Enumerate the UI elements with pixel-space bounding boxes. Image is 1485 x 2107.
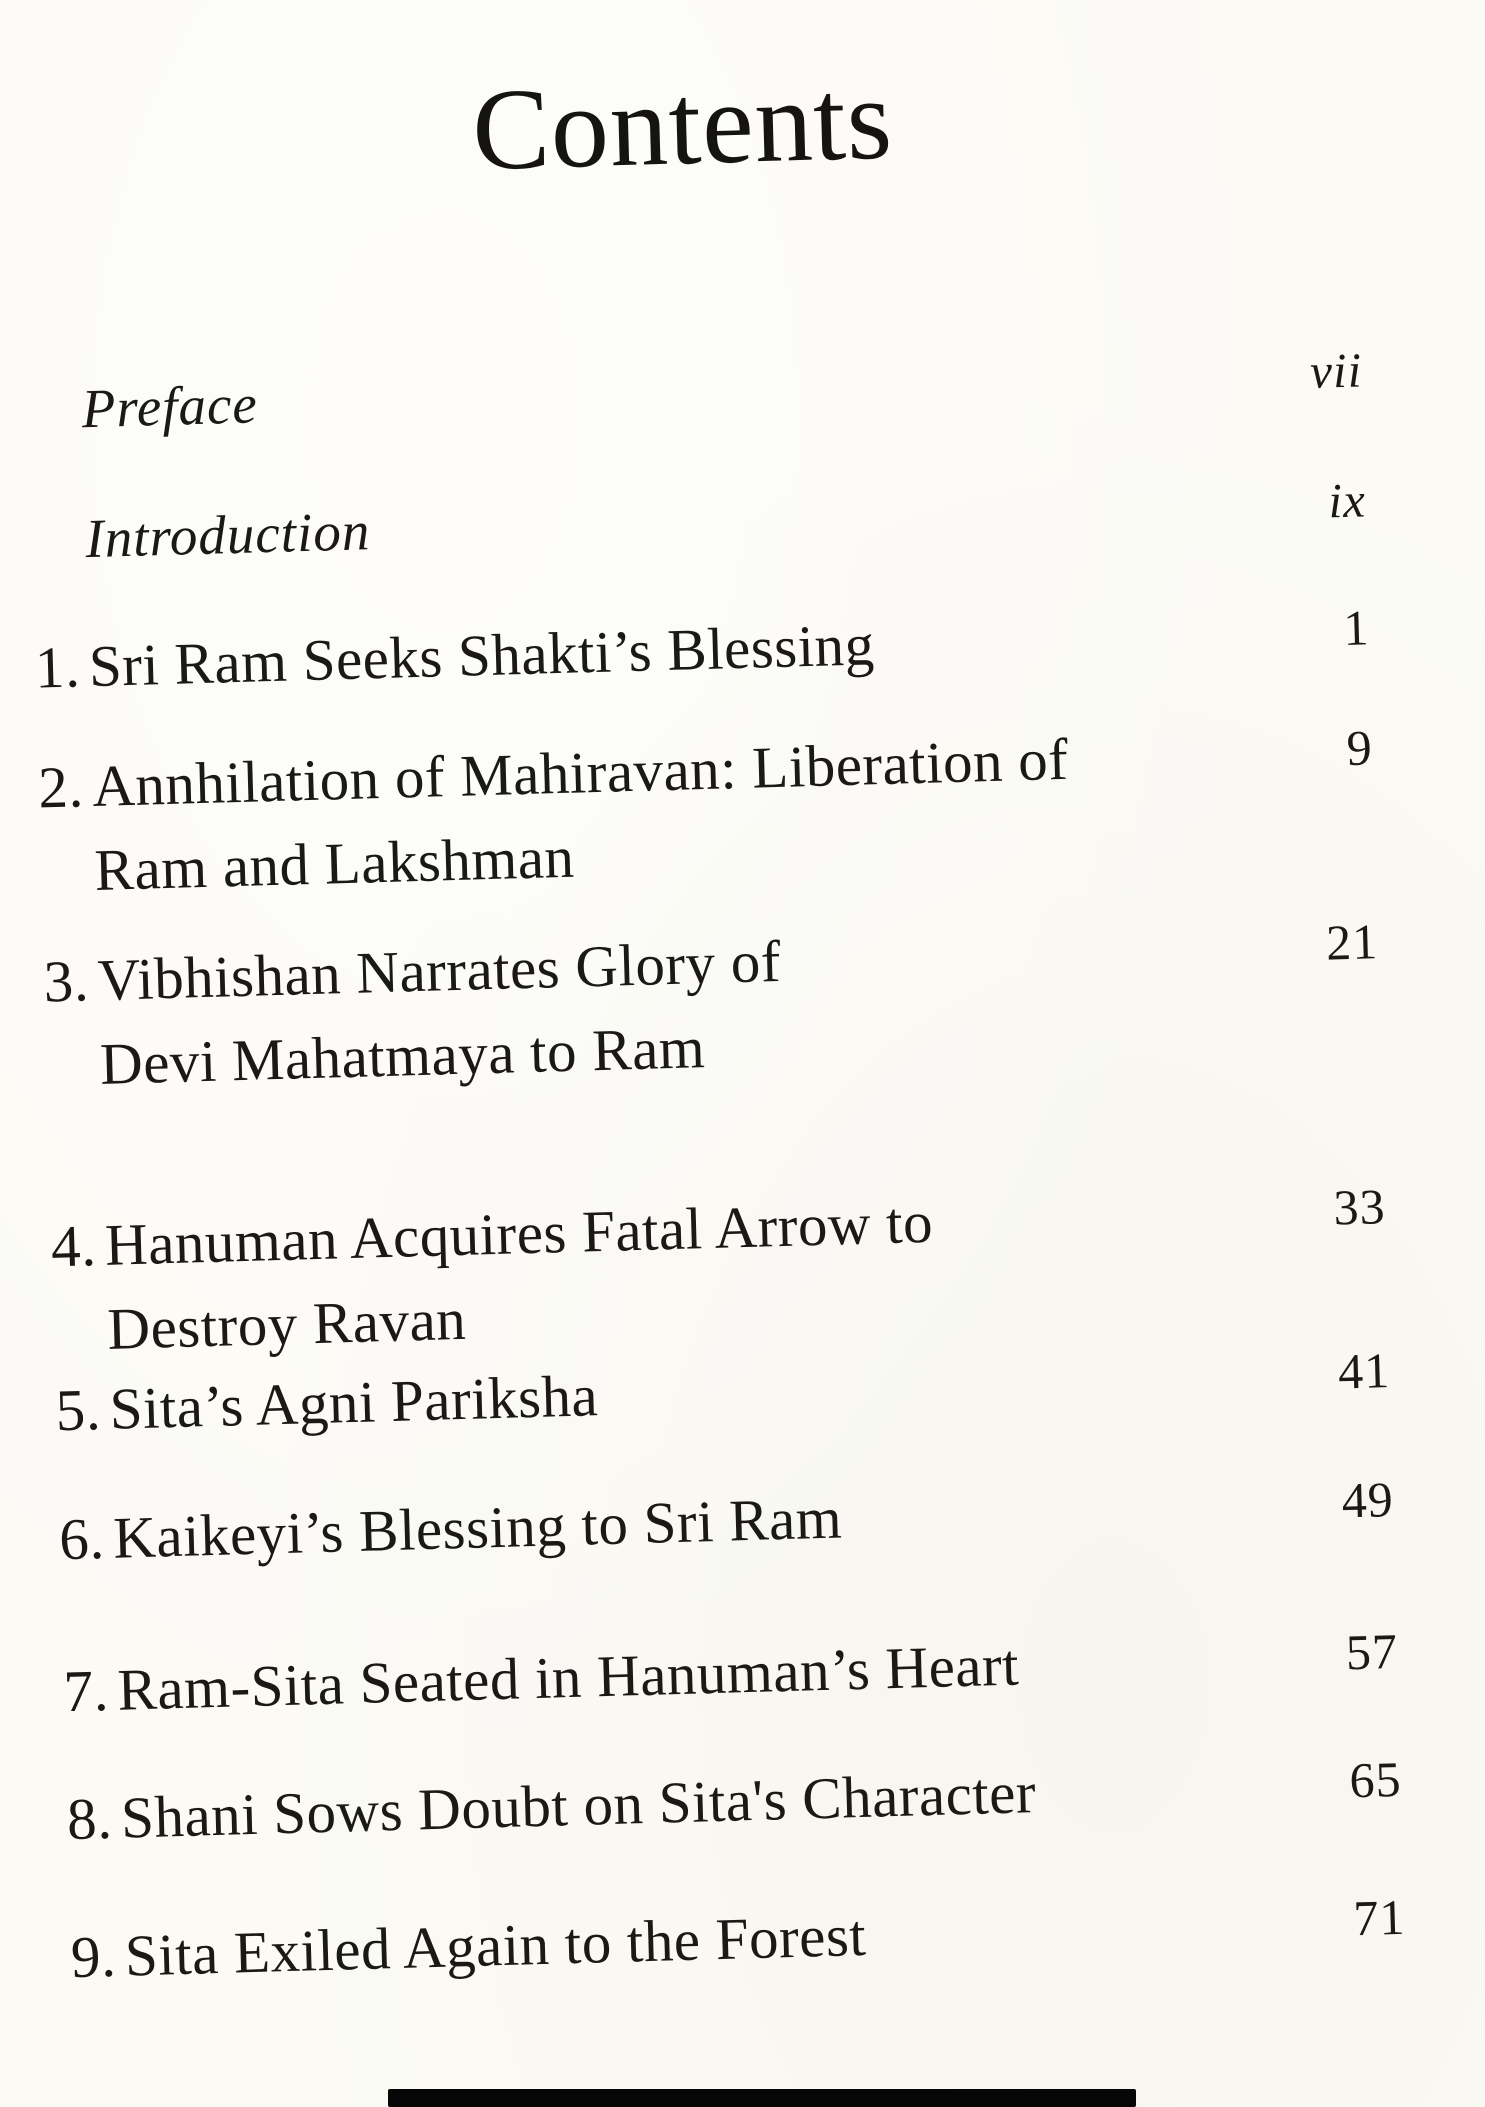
entry-number bbox=[27, 367, 81, 369]
page-number: vii bbox=[1309, 342, 1363, 399]
entry-number: 5. bbox=[54, 1376, 102, 1444]
entry-title: Sita Exiled Again to the Forest bbox=[124, 1901, 868, 1989]
entry-number: 7. bbox=[62, 1656, 110, 1725]
entry-title: Sita’s Agni Pariksha bbox=[108, 1362, 599, 1442]
entry-number: 6. bbox=[58, 1505, 106, 1573]
scan-artifact-bar bbox=[388, 2089, 1136, 2107]
entry-number bbox=[30, 497, 84, 499]
page-number: 21 bbox=[1325, 913, 1379, 971]
page-number: 49 bbox=[1340, 1471, 1395, 1529]
page-number: 33 bbox=[1332, 1178, 1387, 1236]
entry-title-line2: Ram and Lakshman bbox=[93, 823, 576, 904]
entry-title: Preface bbox=[80, 373, 259, 440]
page-title: Contents bbox=[470, 55, 895, 196]
page-number: ix bbox=[1327, 472, 1367, 529]
entry-label bbox=[27, 362, 259, 452]
entry-title-line2: Destroy Ravan bbox=[106, 1285, 468, 1362]
entry-title-line1: Annhilation of Mahiravan: Liberation of bbox=[91, 725, 1070, 820]
entry-label bbox=[70, 1893, 867, 1999]
entry-label bbox=[30, 489, 371, 582]
entry-number: 1. bbox=[34, 633, 82, 701]
entry-title-line1: Hanuman Acquires Fatal Arrow to bbox=[104, 1188, 934, 1278]
entry-title: Introduction bbox=[84, 500, 372, 570]
toc-row-chapter-2 bbox=[0, 705, 1480, 914]
entry-title: Ram-Sita Seated in Hanuman’s Heart bbox=[116, 1631, 1020, 1723]
entry-number: 9. bbox=[70, 1922, 118, 1991]
entry-label bbox=[43, 919, 785, 1108]
page-number: 9 bbox=[1345, 719, 1374, 776]
entry-title-line1: Vibhishan Narrates Glory of bbox=[96, 927, 782, 1013]
entry-label bbox=[34, 602, 876, 709]
entry-number: 3. bbox=[42, 947, 90, 1015]
toc-row-chapter-7 bbox=[16, 1609, 1485, 1734]
entry-number: 8. bbox=[66, 1784, 114, 1853]
toc-row-preface bbox=[0, 329, 1467, 454]
entry-label bbox=[55, 1353, 600, 1452]
toc-row-chapter-3 bbox=[0, 899, 1485, 1108]
page-number: 57 bbox=[1345, 1622, 1399, 1681]
entry-label bbox=[66, 1750, 1037, 1861]
entry-title: Kaikeyi’s Blessing to Sri Ram bbox=[112, 1484, 843, 1571]
toc-row-chapter-9 bbox=[24, 1875, 1485, 2000]
page-number: 1 bbox=[1342, 599, 1371, 657]
page-number: 71 bbox=[1352, 1888, 1407, 1947]
entry-title-line2: Devi Mahatmaya to Ram bbox=[99, 1014, 706, 1097]
entry-label bbox=[62, 1623, 1020, 1734]
entry-label bbox=[37, 717, 1072, 914]
entry-title: Shani Sows Doubt on Sita's Character bbox=[120, 1759, 1037, 1851]
toc-row-chapter-8 bbox=[20, 1737, 1485, 1862]
entry-title: Sri Ram Seeks Shakti’s Blessing bbox=[88, 611, 876, 700]
entry-number: 4. bbox=[50, 1212, 98, 1280]
toc-row-chapter-1 bbox=[0, 585, 1475, 710]
page-number: 65 bbox=[1348, 1750, 1403, 1809]
entry-number: 2. bbox=[37, 753, 85, 821]
page-number: 41 bbox=[1337, 1342, 1391, 1400]
toc-row-introduction bbox=[0, 458, 1471, 583]
entry-label bbox=[50, 1180, 937, 1373]
toc-row-chapter-6 bbox=[12, 1457, 1485, 1582]
entry-label bbox=[58, 1475, 843, 1581]
